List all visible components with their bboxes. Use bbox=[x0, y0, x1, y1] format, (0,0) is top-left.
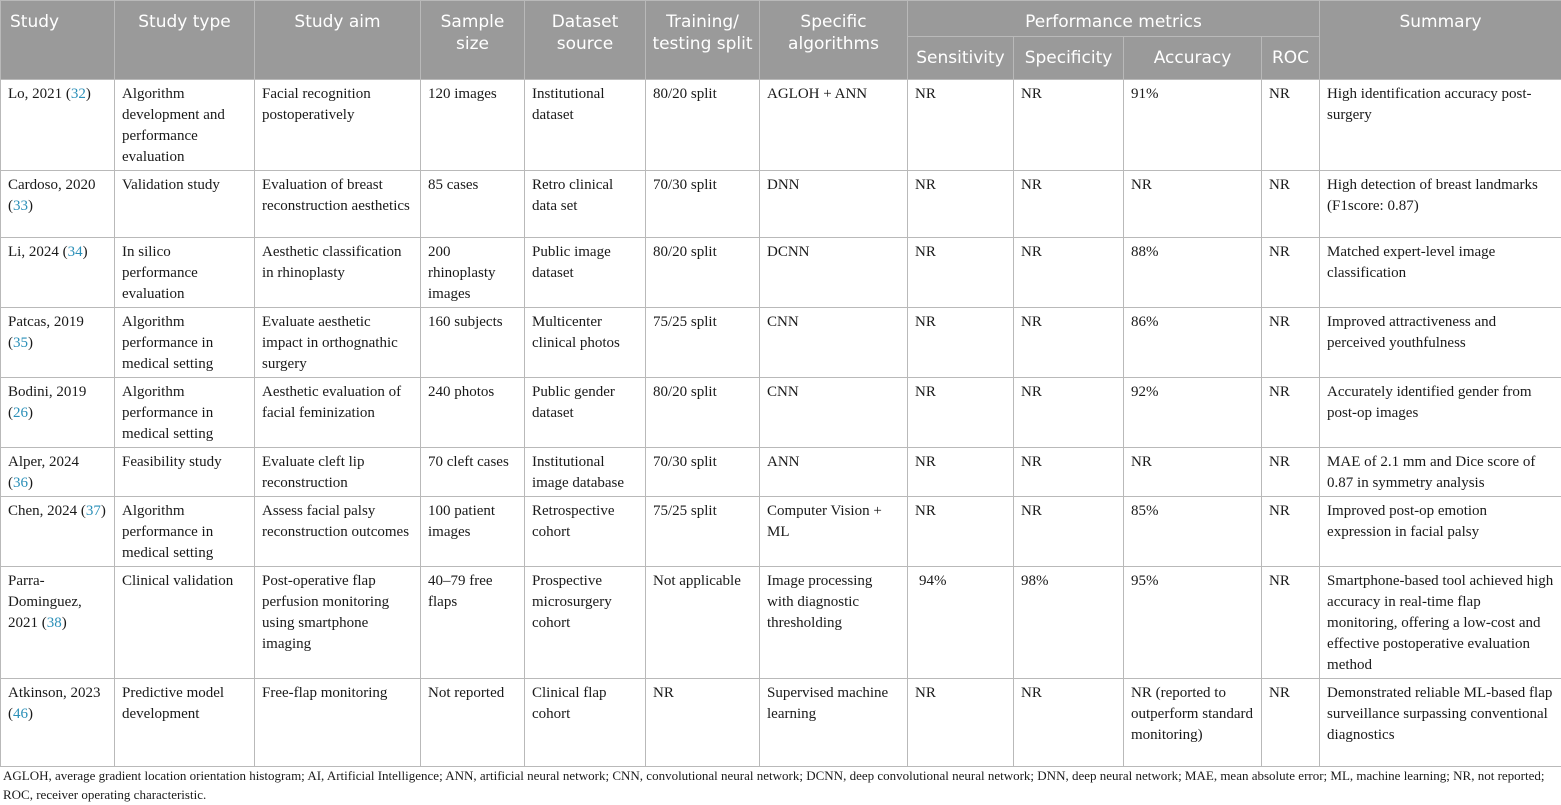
reference-close-paren: ) bbox=[28, 475, 33, 491]
cell-algorithm: CNN bbox=[760, 308, 908, 378]
header-roc: ROC bbox=[1262, 37, 1320, 80]
cell-specificity: NR bbox=[1014, 238, 1124, 308]
cell-algorithm: Computer Vision + ML bbox=[760, 497, 908, 567]
cell-accuracy: 91% bbox=[1124, 80, 1262, 171]
cell-accuracy: 88% bbox=[1124, 238, 1262, 308]
study-name: Parra-Dominguez, 2021 ( bbox=[8, 573, 82, 631]
table-row bbox=[1, 378, 1561, 448]
table-row bbox=[1, 567, 1561, 679]
cell-study-aim: Aesthetic classification in rhinoplasty bbox=[255, 238, 421, 308]
cell-accuracy: NR (reported to outperform standard monitoring) bbox=[1124, 679, 1262, 767]
reference-close-paren: ) bbox=[28, 405, 33, 421]
cell-accuracy: 85% bbox=[1124, 497, 1262, 567]
cell-summary: Accurately identified gender from post-op images bbox=[1320, 378, 1561, 448]
cell-dataset-source: Public image dataset bbox=[525, 238, 646, 308]
cell-dataset-source: Institutional dataset bbox=[525, 80, 646, 171]
cell-summary: High detection of breast landmarks (F1score: 0.87) bbox=[1320, 171, 1561, 238]
study-name: Atkinson, 2023 ( bbox=[8, 685, 101, 722]
table-row bbox=[1, 80, 1561, 171]
cell-dataset-source: Retrospective cohort bbox=[525, 497, 646, 567]
cell-sample-size: 200 rhinoplasty images bbox=[421, 238, 525, 308]
reference-close-paren: ) bbox=[82, 244, 88, 260]
header-performance-metrics: Performance metrics bbox=[908, 1, 1320, 37]
cell-sensitivity: NR bbox=[908, 238, 1014, 308]
cell-specificity: 98% bbox=[1014, 567, 1124, 679]
reference-link[interactable]: 35 bbox=[13, 335, 28, 351]
cell-study-type: Clinical validation bbox=[115, 567, 255, 679]
cell-study-type: Algorithm performance in medical setting bbox=[115, 497, 255, 567]
table-footnote: AGLOH, average gradient location orientation histogram; AI, Artificial Intelligence; ANN, artificial neural network; CNN, convolutional neural network; DCNN, deep convolutional neural network; DNN, deep neural network; MAE, mean absolute error; ML, machine learning; NR, not reported; ROC, receiver operating characteristic. bbox=[3, 768, 1545, 802]
cell-summary: Smartphone-based tool achieved high accuracy in real-time flap monitoring, offering a low-cost and effective postoperative evaluation method bbox=[1320, 567, 1561, 679]
cell-study bbox=[1, 567, 115, 679]
study-name: Bodini, 2019 ( bbox=[8, 384, 87, 421]
cell-study bbox=[1, 679, 115, 767]
table-row bbox=[1, 497, 1561, 567]
cell-dataset-source: Multicenter clinical photos bbox=[525, 308, 646, 378]
reference-link[interactable]: 33 bbox=[13, 198, 28, 214]
study-name: Lo, 2021 ( bbox=[8, 86, 71, 102]
table-row bbox=[1, 308, 1561, 378]
cell-split: 70/30 split bbox=[646, 448, 760, 497]
cell-sample-size: Not reported bbox=[421, 679, 525, 767]
header-study-aim: Study aim bbox=[255, 1, 421, 80]
reference-link[interactable]: 32 bbox=[70, 86, 86, 102]
cell-study-type: Algorithm performance in medical setting bbox=[115, 378, 255, 448]
reference-close-paren: ) bbox=[100, 503, 106, 519]
reference-close-paren: ) bbox=[28, 706, 33, 722]
cell-summary: Improved post-op emotion expression in facial palsy bbox=[1320, 497, 1561, 567]
reference-link[interactable]: 37 bbox=[85, 503, 101, 519]
reference-close-paren: ) bbox=[28, 198, 33, 214]
cell-roc: NR bbox=[1262, 80, 1320, 171]
cell-roc: NR bbox=[1262, 238, 1320, 308]
cell-split: 80/20 split bbox=[646, 80, 760, 171]
cell-split: 75/25 split bbox=[646, 308, 760, 378]
cell-summary: Matched expert-level image classification bbox=[1320, 238, 1561, 308]
reference-link[interactable]: 46 bbox=[13, 706, 28, 722]
cell-study bbox=[1, 308, 115, 378]
cell-summary: MAE of 2.1 mm and Dice score of 0.87 in symmetry analysis bbox=[1320, 448, 1561, 497]
cell-dataset-source: Clinical flap cohort bbox=[525, 679, 646, 767]
cell-split: 70/30 split bbox=[646, 171, 760, 238]
cell-specificity: NR bbox=[1014, 171, 1124, 238]
cell-study bbox=[1, 238, 115, 308]
cell-study bbox=[1, 171, 115, 238]
study-name: Cardoso, 2020 ( bbox=[8, 177, 96, 214]
cell-roc: NR bbox=[1262, 679, 1320, 767]
header-study: Study bbox=[1, 1, 115, 80]
cell-accuracy: NR bbox=[1124, 171, 1262, 238]
cell-split: NR bbox=[646, 679, 760, 767]
study-name: Patcas, 2019 ( bbox=[8, 314, 84, 351]
table-row bbox=[1, 679, 1561, 767]
cell-study-aim: Assess facial palsy reconstruction outcomes bbox=[255, 497, 421, 567]
cell-algorithm: Supervised machine learning bbox=[760, 679, 908, 767]
cell-dataset-source: Institutional image database bbox=[525, 448, 646, 497]
reference-link[interactable]: 26 bbox=[13, 405, 28, 421]
cell-study bbox=[1, 448, 115, 497]
cell-sample-size: 240 photos bbox=[421, 378, 525, 448]
cell-study bbox=[1, 80, 115, 171]
cell-study-type: Predictive model development bbox=[115, 679, 255, 767]
table-row bbox=[1, 171, 1561, 238]
reference-link[interactable]: 34 bbox=[67, 244, 83, 260]
header-row bbox=[1, 1, 1561, 37]
cell-sample-size: 160 subjects bbox=[421, 308, 525, 378]
reference-link[interactable]: 38 bbox=[46, 615, 62, 631]
table-row bbox=[1, 238, 1561, 308]
cell-summary: Improved attractiveness and perceived youthfulness bbox=[1320, 308, 1561, 378]
cell-sample-size: 100 patient images bbox=[421, 497, 525, 567]
cell-algorithm: Image processing with diagnostic thresholding bbox=[760, 567, 908, 679]
cell-algorithm: ANN bbox=[760, 448, 908, 497]
reference-close-paren: ) bbox=[85, 86, 91, 102]
cell-roc: NR bbox=[1262, 497, 1320, 567]
cell-split: 80/20 split bbox=[646, 378, 760, 448]
cell-sensitivity: NR bbox=[908, 171, 1014, 238]
cell-split: Not applicable bbox=[646, 567, 760, 679]
cell-study bbox=[1, 497, 115, 567]
cell-accuracy: 95% bbox=[1124, 567, 1262, 679]
study-name: Alper, 2024 ( bbox=[8, 454, 80, 491]
reference-link[interactable]: 36 bbox=[13, 475, 28, 491]
cell-study-aim: Evaluate cleft lip reconstruction bbox=[255, 448, 421, 497]
cell-accuracy: 92% bbox=[1124, 378, 1262, 448]
cell-accuracy: NR bbox=[1124, 448, 1262, 497]
cell-sensitivity: NR bbox=[908, 308, 1014, 378]
cell-sensitivity: NR bbox=[908, 80, 1014, 171]
cell-sensitivity: NR bbox=[908, 448, 1014, 497]
cell-summary: High identification accuracy post-surgery bbox=[1320, 80, 1561, 171]
cell-algorithm: CNN bbox=[760, 378, 908, 448]
header-algorithms: Specific algorithms bbox=[760, 1, 908, 80]
cell-study-aim: Aesthetic evaluation of facial feminization bbox=[255, 378, 421, 448]
cell-split: 75/25 split bbox=[646, 497, 760, 567]
cell-specificity: NR bbox=[1014, 80, 1124, 171]
header-study-type: Study type bbox=[115, 1, 255, 80]
cell-study-type: Algorithm performance in medical setting bbox=[115, 308, 255, 378]
cell-split: 80/20 split bbox=[646, 238, 760, 308]
cell-dataset-source: Prospective microsurgery cohort bbox=[525, 567, 646, 679]
header-specificity: Specificity bbox=[1014, 37, 1124, 80]
cell-sample-size: 120 images bbox=[421, 80, 525, 171]
table-body bbox=[1, 80, 1561, 767]
cell-study-type: Feasibility study bbox=[115, 448, 255, 497]
cell-sensitivity: 94% bbox=[908, 567, 1014, 679]
cell-study-type: Validation study bbox=[115, 171, 255, 238]
study-name: Chen, 2024 ( bbox=[8, 503, 86, 519]
cell-roc: NR bbox=[1262, 308, 1320, 378]
cell-study-aim: Evaluation of breast reconstruction aesthetics bbox=[255, 171, 421, 238]
cell-summary: Demonstrated reliable ML-based flap surveillance surpassing conventional diagnostics bbox=[1320, 679, 1561, 767]
header-split: Training/ testing split bbox=[646, 1, 760, 80]
header-sensitivity: Sensitivity bbox=[908, 37, 1014, 80]
cell-sample-size: 85 cases bbox=[421, 171, 525, 238]
study-name: Li, 2024 ( bbox=[8, 244, 68, 260]
reference-close-paren: ) bbox=[28, 335, 33, 351]
table-row bbox=[1, 448, 1561, 497]
cell-sample-size: 40–79 free flaps bbox=[421, 567, 525, 679]
header-accuracy: Accuracy bbox=[1124, 37, 1262, 80]
reference-close-paren: ) bbox=[61, 615, 67, 631]
cell-sensitivity: NR bbox=[908, 378, 1014, 448]
cell-study-type: In silico performance evaluation bbox=[115, 238, 255, 308]
header-sample-size: Sample size bbox=[421, 1, 525, 80]
cell-dataset-source: Public gender dataset bbox=[525, 378, 646, 448]
cell-sensitivity: NR bbox=[908, 679, 1014, 767]
cell-specificity: NR bbox=[1014, 378, 1124, 448]
cell-specificity: NR bbox=[1014, 497, 1124, 567]
cell-specificity: NR bbox=[1014, 679, 1124, 767]
cell-algorithm: AGLOH + ANN bbox=[760, 80, 908, 171]
cell-study-aim: Evaluate aesthetic impact in orthognathic surgery bbox=[255, 308, 421, 378]
cell-algorithm: DCNN bbox=[760, 238, 908, 308]
cell-algorithm: DNN bbox=[760, 171, 908, 238]
cell-roc: NR bbox=[1262, 171, 1320, 238]
cell-accuracy: 86% bbox=[1124, 308, 1262, 378]
header-dataset-source: Dataset source bbox=[525, 1, 646, 80]
cell-study-aim: Free-flap monitoring bbox=[255, 679, 421, 767]
cell-study-type: Algorithm development and performance evaluation bbox=[115, 80, 255, 171]
cell-sensitivity: NR bbox=[908, 497, 1014, 567]
cell-specificity: NR bbox=[1014, 448, 1124, 497]
cell-roc: NR bbox=[1262, 448, 1320, 497]
cell-roc: NR bbox=[1262, 378, 1320, 448]
cell-study bbox=[1, 378, 115, 448]
header-summary: Summary bbox=[1320, 1, 1561, 80]
cell-sample-size: 70 cleft cases bbox=[421, 448, 525, 497]
cell-study-aim: Post-operative flap perfusion monitoring using smartphone imaging bbox=[255, 567, 421, 679]
cell-roc: NR bbox=[1262, 567, 1320, 679]
cell-specificity: NR bbox=[1014, 308, 1124, 378]
cell-dataset-source: Retro clinical data set bbox=[525, 171, 646, 238]
cell-study-aim: Facial recognition postoperatively bbox=[255, 80, 421, 171]
